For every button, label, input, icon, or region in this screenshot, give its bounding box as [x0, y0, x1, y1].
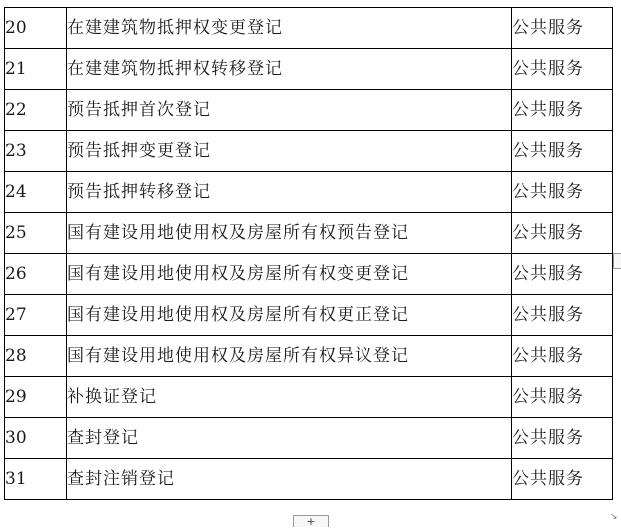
table-row — [5, 459, 613, 500]
row-number-cell[interactable]: 28 — [5, 336, 67, 377]
table-row — [5, 172, 613, 213]
table-row — [5, 8, 613, 49]
resize-corner-icon[interactable]: ↘ — [610, 512, 618, 522]
item-name-cell[interactable]: 在建建筑物抵押权变更登记 — [67, 8, 512, 49]
category-cell[interactable]: 公共服务 — [512, 131, 613, 172]
table-row — [5, 213, 613, 254]
row-number-cell[interactable]: 21 — [5, 49, 67, 90]
category-cell[interactable]: 公共服务 — [512, 377, 613, 418]
item-name-cell[interactable]: 查封登记 — [67, 418, 512, 459]
item-name-cell[interactable]: 国有建设用地使用权及房屋所有权预告登记 — [67, 213, 512, 254]
row-number-cell[interactable]: 26 — [5, 254, 67, 295]
table-row — [5, 254, 613, 295]
document-table-container — [4, 7, 613, 500]
table-row — [5, 49, 613, 90]
row-number-cell[interactable]: 23 — [5, 131, 67, 172]
add-row-button[interactable]: + — [293, 515, 329, 527]
table-row — [5, 377, 613, 418]
category-cell[interactable]: 公共服务 — [512, 172, 613, 213]
item-name-cell[interactable]: 预告抵押首次登记 — [67, 90, 512, 131]
category-cell[interactable]: 公共服务 — [512, 8, 613, 49]
table-row — [5, 90, 613, 131]
row-number-cell[interactable]: 29 — [5, 377, 67, 418]
item-name-cell[interactable]: 预告抵押变更登记 — [67, 131, 512, 172]
table-row — [5, 295, 613, 336]
item-name-cell[interactable]: 查封注销登记 — [67, 459, 512, 500]
table-row — [5, 336, 613, 377]
item-name-cell[interactable]: 补换证登记 — [67, 377, 512, 418]
category-cell[interactable]: 公共服务 — [512, 254, 613, 295]
item-name-cell[interactable]: 在建建筑物抵押权转移登记 — [67, 49, 512, 90]
item-name-cell[interactable]: 国有建设用地使用权及房屋所有权变更登记 — [67, 254, 512, 295]
row-number-cell[interactable]: 20 — [5, 8, 67, 49]
category-cell[interactable]: 公共服务 — [512, 459, 613, 500]
service-items-table — [4, 7, 613, 500]
table-row — [5, 131, 613, 172]
category-cell[interactable]: 公共服务 — [512, 49, 613, 90]
item-name-cell[interactable]: 预告抵押转移登记 — [67, 172, 512, 213]
row-number-cell[interactable]: 24 — [5, 172, 67, 213]
category-cell[interactable]: 公共服务 — [512, 336, 613, 377]
category-cell[interactable]: 公共服务 — [512, 418, 613, 459]
row-number-cell[interactable]: 25 — [5, 213, 67, 254]
category-cell[interactable]: 公共服务 — [512, 213, 613, 254]
row-number-cell[interactable]: 22 — [5, 90, 67, 131]
item-name-cell[interactable]: 国有建设用地使用权及房屋所有权异议登记 — [67, 336, 512, 377]
row-number-cell[interactable]: 31 — [5, 459, 67, 500]
row-number-cell[interactable]: 30 — [5, 418, 67, 459]
item-name-cell[interactable]: 国有建设用地使用权及房屋所有权更正登记 — [67, 295, 512, 336]
category-cell[interactable]: 公共服务 — [512, 295, 613, 336]
column-resize-handle[interactable] — [613, 253, 621, 269]
row-number-cell[interactable]: 27 — [5, 295, 67, 336]
table-row — [5, 418, 613, 459]
category-cell[interactable]: 公共服务 — [512, 90, 613, 131]
